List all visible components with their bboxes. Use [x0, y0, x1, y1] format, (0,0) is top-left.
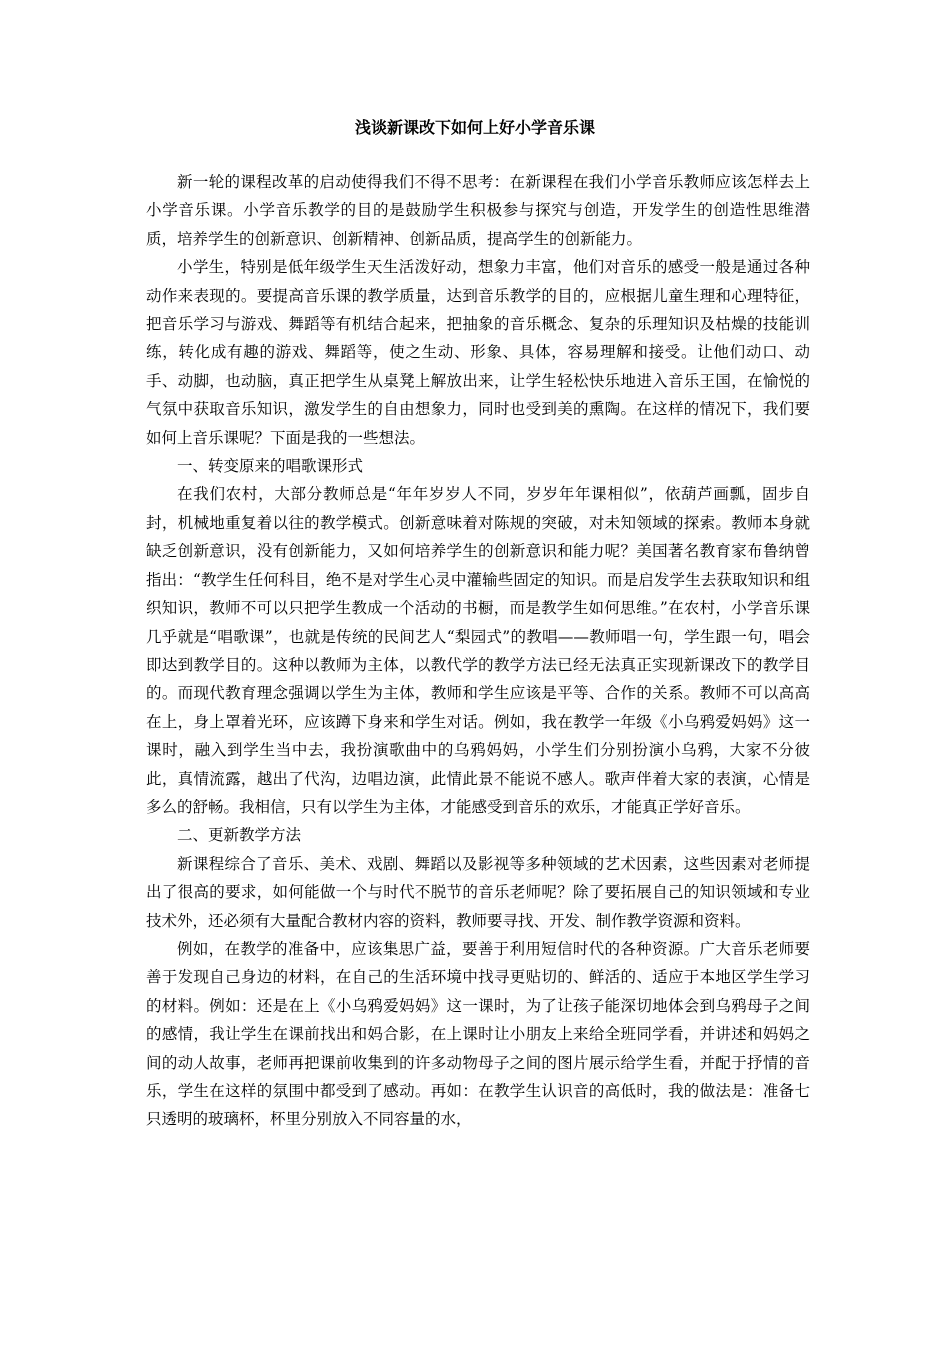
document-body [146, 168, 810, 1134]
section-heading-2: 二、更新教学方法 [177, 826, 302, 845]
document-title: 浅谈新课改下如何上好小学音乐课 [354, 118, 595, 137]
paragraph-background: 小学生，特别是低年级学生天生活泼好动，想象力丰富，他们对音乐的感受一般是通过各种动作来表现的。要提高音乐课的教学质量，达到音乐教学的目的，应根据儿童生理和心理特征，把音乐学习与游戏、舞蹈等有机结合起来，把抽象的音乐概念、复杂的乐理知识及枯燥的技能训练，转化成有趣的游戏、舞蹈等，使之生动、形象、具体，容易理解和接受。让他们动口、动手、动脚，也动脑，真正把学生从桌凳上解放出来，让学生轻松快乐地进入音乐王国，在愉悦的气氛中获取音乐知识，激发学生的自由想象力，同时也受到美的熏陶。在这样的情况下，我们要如何上音乐课呢？下面是我的一些想法。 [146, 258, 810, 447]
paragraph-section-2b: 例如，在教学的准备中，应该集思广益，要善于利用短信时代的各种资源。广大音乐老师要善于发现自己身边的材料，在自己的生活环境中找寻更贴切的、鲜活的、适应于本地区学生学习的材料。例如：还是在上《小乌鸦爱妈妈》这一课时，为了让孩子能深切地体会到乌鸦母子之间的感情，我让学生在课前找出和妈合影，在上课时让小朋友上来给全班同学看，并讲述和妈妈之间的动人故事，老师再把课前收集到的许多动物母子之间的图片展示给学生看，并配于抒情的音乐，学生在这样的氛围中都受到了感动。再如：在教学生认识音的高低时，我的做法是：准备七只透明的玻璃杯，杯里分别放入不同容量的水， [146, 939, 810, 1129]
paragraph-section-2a: 新课程综合了音乐、美术、戏剧、舞蹈以及影视等多种领域的艺术因素，这些因素对老师提出了很高的要求，如何能做一个与时代不脱节的音乐老师呢？除了要拓展自己的知识领域和专业技术外，还必须有大量配合教材内容的资料，教师要寻找、开发、制作教学资源和资料。 [146, 854, 810, 930]
section-heading-1: 一、转变原来的唱歌课形式 [177, 457, 364, 476]
paragraph-section-1: 在我们农村，大部分教师总是“年年岁岁人不同，岁岁年年课相似”，依葫芦画瓢，固步自封，机械地重复着以往的教学模式。创新意味着对陈规的突破，对未知领域的探索。教师本身就缺乏创新意识，没有创新能力，又如何培养学生的创新意识和能力呢？美国著名教育家布鲁纳曾指出：“教学生任何科目，绝不是对学生心灵中灌输些固定的知识。而是启发学生去获取知识和组织知识，教师不可以只把学生教成一个活动的书橱，而是教学生如何思维。”在农村，小学音乐课几乎就是“唱歌课”，也就是传统的民间艺人“梨园式”的教唱——教师唱一句，学生跟一句，唱会即达到教学目的。这种以教师为主体，以教代学的教学方法已经无法真正实现新课改下的教学目的。而现代教育理念强调以学生为主体，教师和学生应该是平等、合作的关系。教师不可以高高在上，身上罩着光环，应该蹲下身来和学生对话。例如，我在教学一年级《小乌鸦爱妈妈》这一课时，融入到学生当中去，我扮演歌曲中的乌鸦妈妈，小学生们分别扮演小乌鸦，大家不分彼此，真情流露，越出了代沟，边唱边演，此情此景不能说不感人。歌声伴着大家的表演，心情是多么的舒畅。我相信，只有以学生为主体，才能感受到音乐的欢乐，才能真正学好音乐。 [146, 485, 810, 816]
paragraph-intro: 新一轮的课程改革的启动使得我们不得不思考：在新课程在我们小学音乐教师应该怎样去上小学音乐课。小学音乐教学的目的是鼓励学生积极参与探究与创造，开发学生的创造性思维潜质，培养学生的创新意识、创新精神、创新品质，提高学生的创新能力。 [146, 173, 810, 248]
